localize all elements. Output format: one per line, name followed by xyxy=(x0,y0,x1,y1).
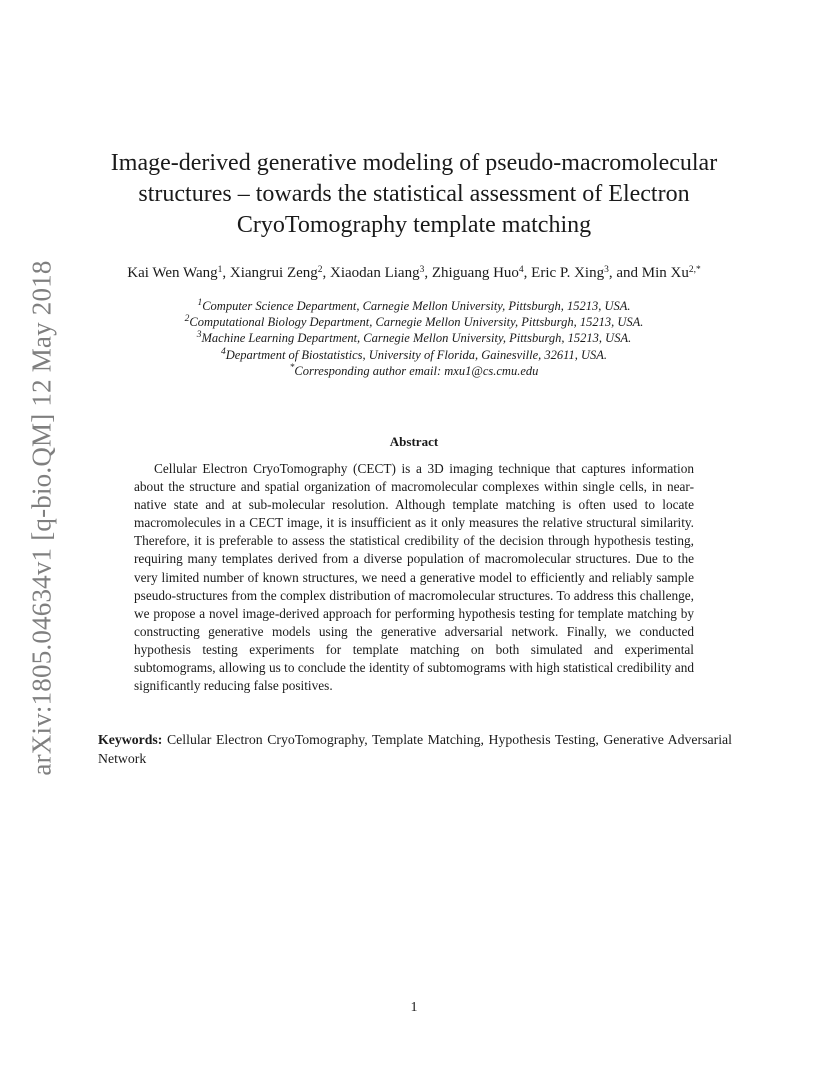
affiliation-list xyxy=(110,298,718,379)
author-name: Eric P. Xing xyxy=(531,265,605,281)
author-affiliation-mark: 3 xyxy=(419,265,425,275)
author-affiliation-mark: 3 xyxy=(604,265,609,275)
affiliation-text: Machine Learning Department, Carnegie Mellon University, Pittsburgh, 15213, USA. xyxy=(201,331,632,346)
affiliation-mark: 3 xyxy=(196,330,202,341)
author-name: Xiangrui Zeng xyxy=(229,265,318,281)
author-separator: , and xyxy=(608,265,642,281)
affiliation-text: Department of Biostatistics, University of Florida, Gainesville, 32611, USA. xyxy=(225,347,608,362)
affiliation-mark: 4 xyxy=(220,346,226,357)
author-separator: , xyxy=(322,265,331,281)
author-affiliation-mark: 2,* xyxy=(688,265,701,275)
affiliation-mark: 2 xyxy=(184,314,190,325)
affiliation-line xyxy=(110,347,718,363)
author-affiliation-mark: 4 xyxy=(518,265,524,275)
author-affiliation-mark: 1 xyxy=(217,265,223,275)
author-name: Min Xu xyxy=(641,265,689,281)
author-separator: , xyxy=(222,265,230,281)
author-name: Kai Wen Wang xyxy=(127,265,218,281)
author-separator: , xyxy=(523,265,532,281)
author-name: Zhiguang Huo xyxy=(431,265,519,281)
affiliation-line xyxy=(110,363,718,379)
keywords xyxy=(98,730,732,768)
affiliation-line xyxy=(110,298,718,314)
affiliation-mark: * xyxy=(289,362,295,373)
affiliation-mark: 1 xyxy=(197,298,203,308)
affiliation-line xyxy=(110,330,718,346)
keywords-label: Keywords: xyxy=(98,732,163,747)
affiliation-text: Corresponding author email: mxu1@cs.cmu.edu xyxy=(294,363,539,378)
affiliation-text: Computer Science Department, Carnegie Mellon University, Pittsburgh, 15213, USA. xyxy=(202,299,631,313)
author-affiliation-mark: 2 xyxy=(317,265,323,275)
abstract-heading: Abstract xyxy=(389,434,439,449)
affiliation-line xyxy=(110,314,718,330)
author-separator: , xyxy=(424,265,432,281)
keywords-text: Cellular Electron CryoTomography, Template Matching, Hypothesis Testing, Generative Adversarial Network xyxy=(98,732,733,766)
affiliation-text: Computational Biology Department, Carnegie Mellon University, Pittsburgh, 15213, USA. xyxy=(189,315,644,330)
arxiv-identifier-stamp: arXiv:1805.04634v1 [q-bio.QM] 12 May 2018 xyxy=(26,260,57,776)
author-list xyxy=(90,263,738,283)
author-name: Xiaodan Liang xyxy=(330,265,420,281)
page-number: 1 xyxy=(410,1000,418,1015)
paper-title: Image-derived generative modeling of pseudo-macromolecular structures – towards the statistical assessment of Electron CryoTomography template matching xyxy=(110,150,718,238)
abstract-text: Cellular Electron CryoTomography (CECT) is a 3D imaging technique that captures information about the structure and spatial organization of macromolecular complexes within single cells, in near-native state and at sub-molecular resolution. Although template matching is often used to locate macromolecules in a CECT image, it is insufficient as it only measures the relative structural similarity. Therefore, it is preferable to assess the statistical credibility of the decision through hypothesis testing, requiring many templates derived from a diverse population of macromolecular structures. Due to the very limited number of known structures, we need a generative model to efficiently and reliably sample pseudo-structures from the complex distribution of macromolecular structures. To address this challenge, we propose a novel image-derived approach for performing hypothesis testing for template matching by constructing generative models using the generative adversarial network. Finally, we conducted hypothesis testing experiments for template matching on both simulated and experimental subtomograms, allowing us to conclude the identity of subtomograms with high statistical credibility and significantly reducing false positives. xyxy=(134,461,694,694)
